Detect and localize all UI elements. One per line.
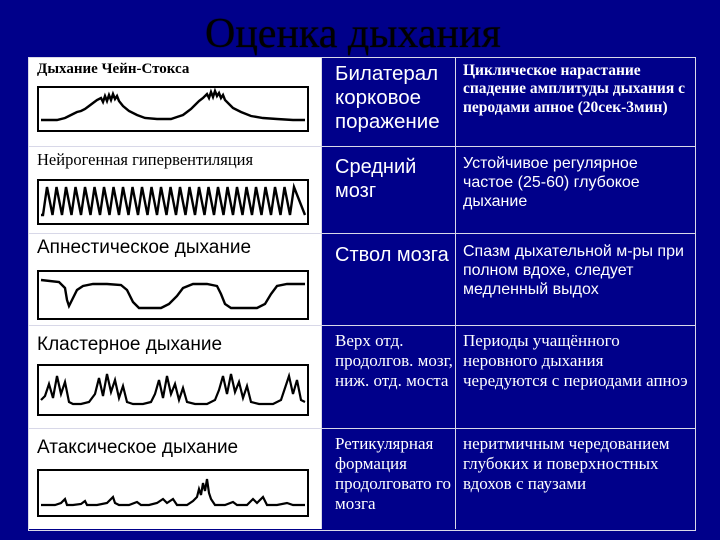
breathing-name: Атаксическое дыхание [37, 437, 239, 458]
breathing-location: Верх отд. продолгов. мозг, ниж. отд. моста [335, 331, 453, 391]
page-title: Оценка дыхания [205, 11, 501, 57]
breathing-description: Циклическое нарастание спадение амплитуды дыхания с перодами апноe (20сек-3мин) [463, 62, 686, 116]
table-row-name-cell [29, 234, 321, 325]
cheyne-stokes-trace [37, 86, 309, 132]
ataxic-trace [37, 469, 309, 517]
breathing-location: Билатерал корковое поражение [335, 62, 440, 134]
breathing-location: Ствол мозга [335, 244, 449, 266]
breathing-name: Нейрогенная гипервентиляция [37, 150, 254, 169]
table-row-name-cell [29, 326, 321, 428]
column-divider [455, 57, 456, 529]
breathing-name: Кластерное дыхание [37, 334, 223, 355]
table-row-name-cell [29, 58, 321, 146]
breathing-description: Спазм дыхательной м-ры при полном вдохе, следует медленный выдох [463, 243, 684, 298]
hyperventilation-trace [37, 179, 309, 225]
breathing-name: Апнестическое дыхание [37, 237, 252, 258]
breathing-description: неритмичным чередованием глубоких и поверхностных вдохов с паузами [463, 434, 670, 494]
breathing-location: Средний мозг [335, 156, 417, 202]
table-row-name-cell [29, 429, 321, 529]
breathing-name: Дыхание Чейн-Стокса [37, 61, 190, 77]
breathing-location: Ретикулярная формация продолговато го мозга [335, 434, 451, 514]
table-row-name-cell [29, 147, 321, 233]
cluster-trace [37, 364, 309, 416]
breathing-description: Устойчивое регулярное частое (25-60) глубокое дыхание [463, 155, 640, 210]
breathing-description: Периоды учащённого неровного дыхания чередуются с периодами апноэ [463, 331, 688, 391]
column-divider [321, 57, 322, 529]
apneustic-trace [37, 270, 309, 320]
